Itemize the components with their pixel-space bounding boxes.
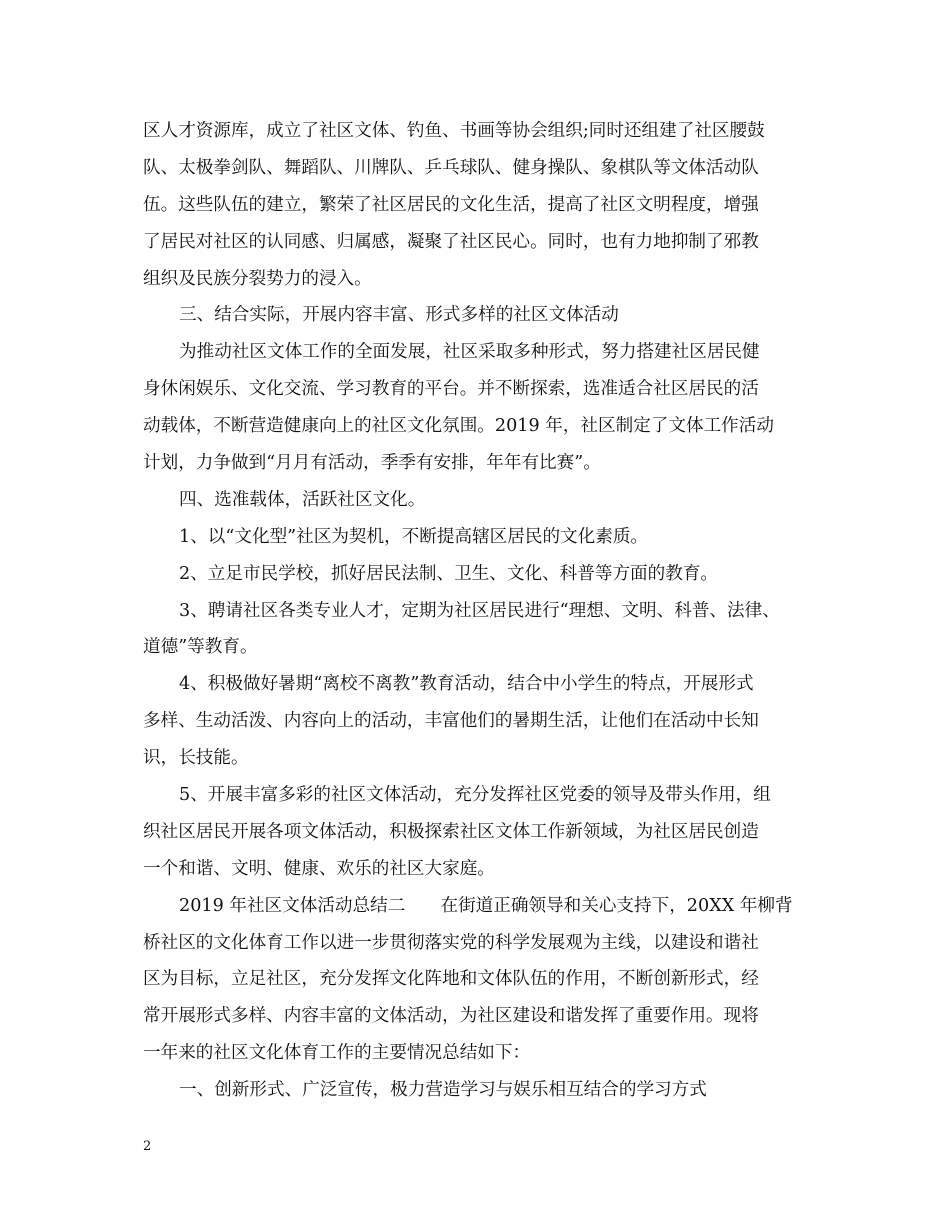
text-line: 5、开展丰富多彩的社区文体活动，充分发挥社区党委的领导及带头作用，组 [179,785,771,806]
text-line: 多样、生动活泼、内容向上的活动，丰富他们的暑期生活，让他们在活动中长知 [143,711,759,732]
text-line: 一、创新形式、广泛宣传，极力营造学习与娱乐相互结合的学习方式 [179,1080,707,1101]
text-line: 桥社区的文化体育工作以进一步贯彻落实党的科学发展观为主线，以建设和谐社 [143,932,759,953]
text-line: 区人才资源库，成立了社区文体、钓鱼、书画等协会组织;同时还组建了社区腰鼓 [143,121,765,141]
text-line: 一年来的社区文化体育工作的主要情况总结如下： [143,1043,531,1064]
text-line: 为推动社区文体工作的全面发展，社区采取多种形式，努力搭建社区居民健 [179,342,760,363]
text-line: 四、选准载体，活跃社区文化。 [179,489,426,510]
text-line: 组织及民族分裂势力的浸入。 [143,268,372,289]
text-line: 身休闲娱乐、文化交流、学习教育的平台。并不断探索，选准适合社区居民的活 [143,379,759,400]
page-number: 2 [143,1139,152,1154]
text-line: 道德”等教育。 [143,637,258,658]
text-line: 2019 年社区文体活动总结二 在街道正确领导和关心支持下，20XX 年柳背 [179,895,793,916]
text-line: 了居民对社区的认同感、归属感，凝聚了社区民心。同时，也有力地抑制了邪教 [143,231,759,252]
text-line: 伍。这些队伍的建立，繁荣了社区居民的文化生活，提高了社区文明程度，增强 [143,194,759,215]
document-body [143,113,833,1109]
text-line: 区为目标，立足社区，充分发挥文化阵地和文体队伍的作用，不断创新形式，经 [143,969,759,990]
text-line: 一个和谐、文明、健康、欢乐的社区大家庭。 [143,858,495,879]
text-line: 3、聘请社区各类专业人才，定期为社区居民进行“理想、文明、科普、法律、 [179,600,780,621]
text-line: 4、积极做好暑期“离校不离教”教育活动，结合中小学生的特点，开展形式 [179,674,754,695]
text-line: 队、太极拳剑队、舞蹈队、川牌队、乒乓球队、健身操队、象棋队等文体活动队 [143,157,759,178]
text-line: 动载体，不断营造健康向上的社区文化氛围。2019 年，社区制定了文体工作活动 [143,416,774,437]
text-line: 三、结合实际，开展内容丰富、形式多样的社区文体活动 [179,305,619,326]
text-line: 识，长技能。 [143,748,249,769]
text-line: 计划，力争做到“月月有活动，季季有安排，年年有比赛”。 [143,453,601,474]
text-line: 常开展形式多样、内容丰富的文体活动，为社区建设和谐发挥了重要作用。现将 [143,1006,759,1027]
text-line: 织社区居民开展各项文体活动，积极探索社区文体工作新领域，为社区居民创造 [143,821,759,842]
text-line: 2、立足市民学校，抓好居民法制、卫生、文化、科普等方面的教育。 [179,563,719,584]
text-line: 1、以“文化型”社区为契机，不断提高辖区居民的文化素质。 [179,526,649,547]
